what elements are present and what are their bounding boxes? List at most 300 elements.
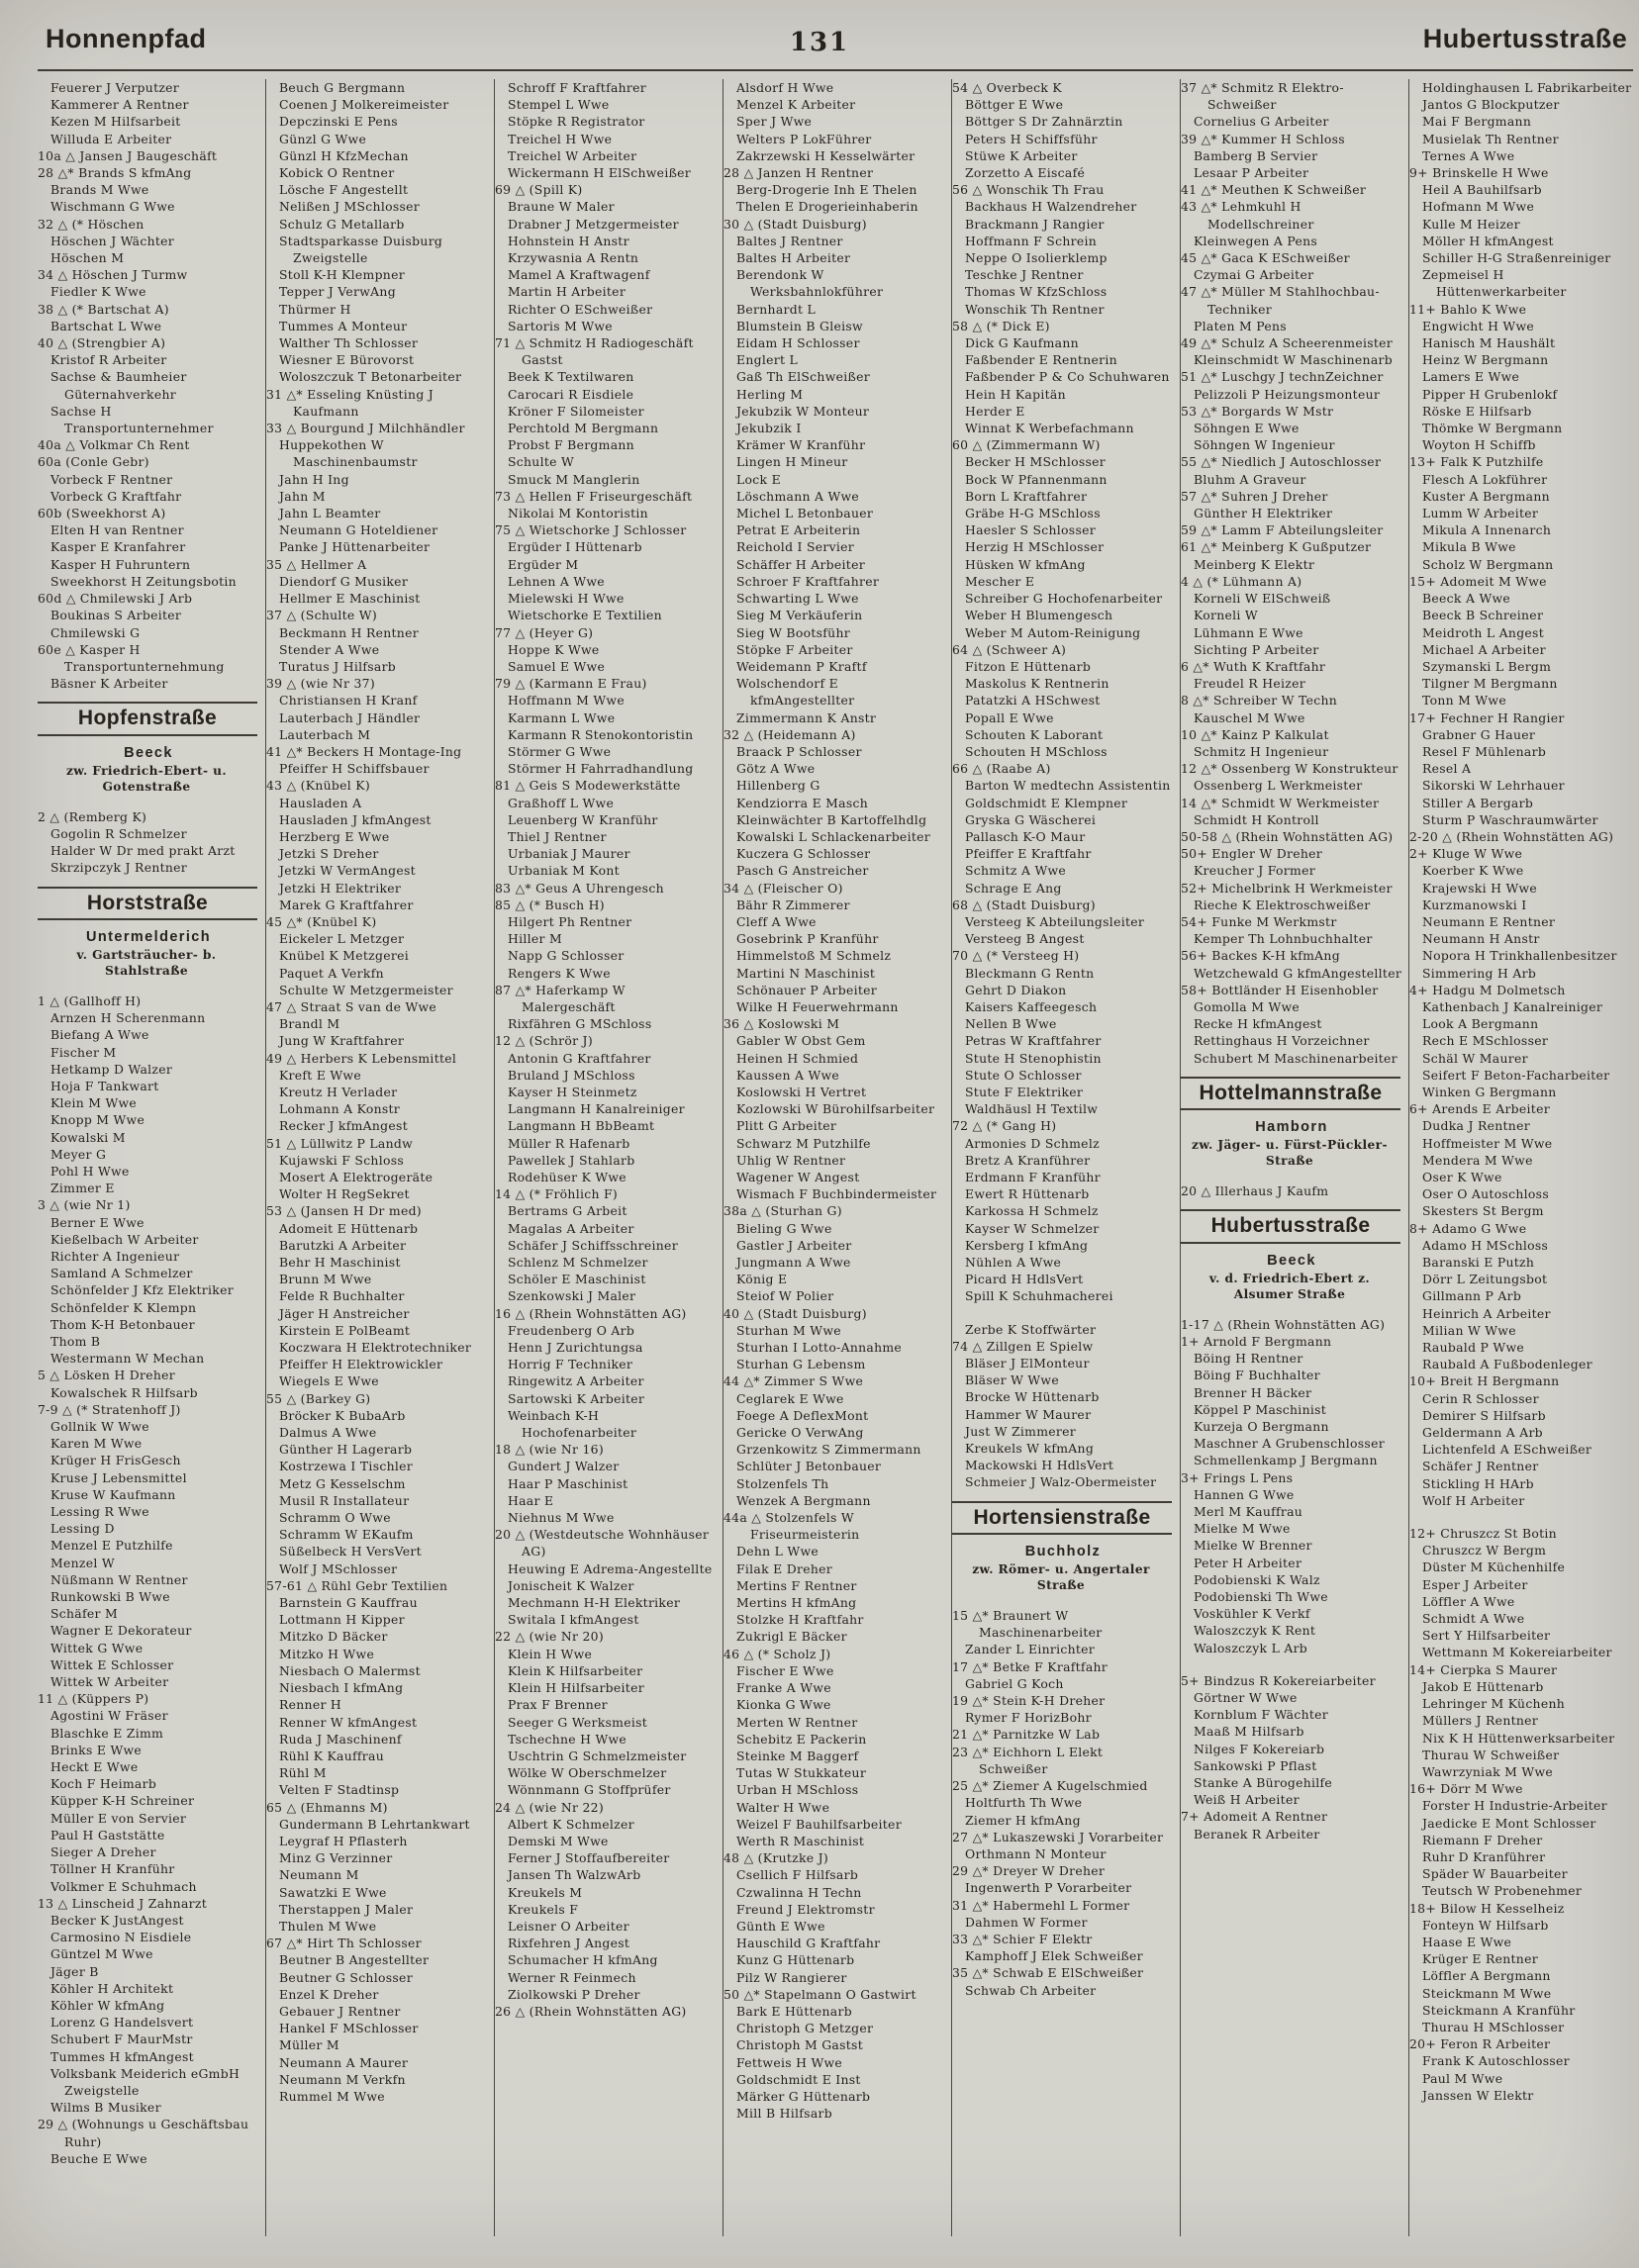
directory-entry: 29 △* Dreyer W Dreher: [952, 1863, 1106, 1879]
directory-entry: 33 △ Bourgund J Milchhändler: [266, 421, 465, 436]
district-location: zw. Jäger- u. Fürst-Pückler-Straße: [1192, 1138, 1388, 1169]
directory-entry: Stiller A Bergarb: [1422, 795, 1534, 810]
directory-entry: 50 △* Stapelmann O Gastwirt: [723, 1986, 916, 2002]
directory-entry: Schroer F Kraftfahrer: [736, 573, 880, 589]
directory-entry: Rech E MSchlosser: [1422, 1033, 1549, 1049]
directory-entry: Brinks E Wwe: [50, 1742, 143, 1757]
directory-entry: Krüger H FrisGesch: [50, 1453, 181, 1468]
directory-entry: Stolzke H Kraftfahr: [736, 1612, 864, 1628]
directory-entry: Kirstein E PolBeamt: [279, 1322, 411, 1338]
directory-entry: Hetkamp D Walzer: [50, 1061, 173, 1077]
directory-entry: Jäger B: [50, 1963, 99, 1979]
directory-entry: Kasper H Fuhruntern: [50, 556, 191, 572]
directory-entry: 16+ Dörr M Wwe: [1409, 1781, 1523, 1797]
directory-entry: Born L Kraftfahrer: [965, 488, 1088, 504]
directory-entry: Menzel K Arbeiter: [736, 97, 856, 113]
directory-entry: Zerbe K Stoffwärter: [965, 1321, 1097, 1337]
directory-entry: Kreutz H Verlader: [279, 1084, 398, 1099]
directory-entry: Bamberg B Servier: [1194, 147, 1318, 163]
directory-entry: Mescher E: [965, 573, 1035, 589]
directory-entry: 3 △ (wie Nr 1): [38, 1197, 131, 1213]
directory-entry: Haar P Maschinist: [508, 1475, 628, 1491]
directory-entry: 1+ Arnold F Bergmann: [1181, 1334, 1332, 1349]
directory-entry: Huppekothen W Maschinenbaumstr: [279, 437, 418, 470]
directory-entry: Karmann R Stenokontoristin: [508, 726, 694, 742]
directory-entry: Schwarz M Putzhilfe: [736, 1135, 871, 1151]
directory-entry: Fischer E Wwe: [736, 1662, 834, 1678]
directory-entry: Lichtenfeld A ESchweißer: [1422, 1442, 1592, 1458]
directory-entry: Bähr R Zimmerer: [736, 897, 850, 912]
directory-entry: Böing F Buchhalter: [1194, 1368, 1320, 1383]
directory-entry: 22 △ (wie Nr 20): [495, 1629, 604, 1645]
directory-entry: 19 △* Stein K-H Dreher: [952, 1693, 1106, 1709]
directory-entry: 17 △* Betke F Kraftfahr: [952, 1658, 1109, 1674]
directory-entry: Sieg W Bootsführ: [736, 624, 850, 640]
directory-entry: Gastler J Arbeiter: [736, 1237, 852, 1253]
directory-entry: 8 △* Schreiber W Techn: [1181, 693, 1338, 709]
directory-entry: Zukrigl E Bäcker: [736, 1629, 847, 1645]
header-rule: [38, 69, 1633, 71]
directory-entry: 57 △* Suhren J Dreher: [1181, 488, 1328, 504]
directory-entry: Faßbender P & Co Schuhwaren: [965, 369, 1170, 385]
directory-entry: 60b (Sweekhorst A): [38, 506, 166, 521]
directory-entry: Kreukels M: [508, 1884, 583, 1900]
running-header-right: Hubertusstraße: [1422, 24, 1628, 53]
directory-entry: Reichold I Servier: [736, 539, 855, 555]
directory-entry: Pipper H Grubenlokf: [1422, 386, 1558, 402]
directory-entry: Schreiber G Hochofenarbeiter: [965, 591, 1163, 607]
directory-entry: Kozlowski W Bürohilfsarbeiter: [736, 1101, 935, 1117]
directory-entry: Forster H Industrie-Arbeiter: [1422, 1798, 1607, 1814]
directory-entry: Wiesner E Bürovorst: [279, 352, 415, 368]
directory-entry: Meidroth L Angest: [1422, 624, 1544, 640]
directory-entry: Kurzmanowski I: [1422, 897, 1527, 912]
directory-entry: 28 △* Brands S kfmAng: [38, 165, 192, 181]
directory-entry: Gehrt D Diakon: [965, 982, 1067, 997]
directory-entry: Pfeiffer H Elektrowickler: [279, 1357, 443, 1372]
directory-entry: Franke A Wwe: [736, 1680, 831, 1696]
directory-entry: Ceglarek E Wwe: [736, 1390, 844, 1406]
directory-entry: Brunn M Wwe: [279, 1272, 372, 1287]
directory-entry: Wonschik Th Rentner: [965, 301, 1105, 317]
directory-entry: Rymer F HorizBohr: [965, 1710, 1092, 1726]
district-location: v. d. Friedrich-Ebert z. Alsumer Straße: [1208, 1271, 1371, 1301]
directory-entry: Ziemer H kfmAng: [965, 1812, 1081, 1828]
directory-entry: 65 △ (Ehmanns M): [266, 1799, 388, 1815]
directory-entry: 26 △ (Rhein Wohnstätten AG): [495, 2003, 687, 2019]
directory-entry: Düster M Küchenhilfe: [1422, 1559, 1566, 1575]
directory-entry: Söhngen E Wwe: [1194, 421, 1300, 436]
directory-entry: 47 △* Müller M Stahlhochbau-Techniker: [1181, 284, 1380, 317]
directory-entry: 51 △* Luschgy J technZeichner: [1181, 369, 1384, 385]
directory-entry: Neumann H Anstr: [1422, 931, 1540, 947]
column-1: [38, 79, 266, 2236]
directory-entry: Depczinski E Pens: [279, 114, 398, 130]
directory-entry: Ringewitz A Arbeiter: [508, 1373, 644, 1389]
directory-entry: Stadtsparkasse Duisburg Zweigstelle: [279, 233, 443, 266]
directory-entry: Küpper K-H Schreiner: [50, 1793, 195, 1809]
directory-entry: Oser K Wwe: [1422, 1170, 1502, 1184]
directory-entry: Mechmann H-H Elektriker: [508, 1595, 681, 1611]
directory-entry: Hein H Kapitän: [965, 386, 1066, 402]
directory-entry: 39 △ (wie Nr 37): [266, 676, 375, 692]
directory-entry: Haase E Wwe: [1422, 1934, 1512, 1949]
directory-entry: Krämer W Kranführ: [736, 437, 866, 453]
directory-entry: Fitzon E Hüttenarb: [965, 658, 1092, 674]
directory-entry: Pawellek J Stahlarb: [508, 1152, 635, 1168]
directory-entry: Weber H Blumengesch: [965, 608, 1113, 623]
directory-entry: Beutner G Schlosser: [279, 1969, 413, 1985]
directory-entry: Urbaniak M Kont: [508, 863, 620, 879]
directory-entry: Hillenberg G: [736, 778, 820, 794]
directory-entry: Meinberg K Elektr: [1194, 556, 1315, 572]
directory-entry: Grabner G Hauer: [1422, 726, 1536, 742]
directory-entry: Szenkowski J Maler: [508, 1288, 636, 1304]
directory-entry: Wettmann M Kokereiarbeiter: [1422, 1645, 1612, 1660]
running-header-left: Honnenpfad: [46, 24, 207, 53]
directory-entry: Recke H kfmAngest: [1194, 1016, 1322, 1032]
directory-entry: Nikolai M Kontoristin: [508, 506, 648, 521]
directory-entry: Lehnen A Wwe: [508, 573, 605, 589]
directory-entry: 2 △ (Remberg K): [38, 808, 147, 824]
directory-entry: 40 △ (Stadt Duisburg): [723, 1305, 867, 1321]
directory-entry: Ziolkowski P Dreher: [508, 1986, 640, 2002]
directory-entry: 68 △ (Stadt Duisburg): [952, 897, 1096, 912]
directory-entry: Wölke W Oberschmelzer: [508, 1765, 667, 1781]
directory-entry: Beutner B Angestellter: [279, 1952, 430, 1968]
directory-entry: 27 △* Lukaszewski J Vorarbeiter: [952, 1829, 1164, 1844]
directory-entry: 74 △ Zillgen E Spielw: [952, 1338, 1094, 1354]
directory-entry: Kendziorra E Masch: [736, 795, 869, 810]
directory-entry: Urban H MSchloss: [736, 1782, 859, 1798]
directory-entry: Schäfer M: [50, 1606, 118, 1622]
directory-entry: Maaß M Hilfsarb: [1194, 1724, 1304, 1740]
directory-entry: Recker J kfmAngest: [279, 1118, 408, 1134]
directory-entry: Klein M Wwe: [50, 1095, 138, 1111]
directory-entry: Christoph M Gastst: [736, 2037, 863, 2053]
column-2: [266, 79, 495, 2236]
directory-entry: Weizel F Bauhilfsarbeiter: [736, 1816, 902, 1832]
directory-entry: 87 △* Haferkamp W Malergeschäft: [495, 982, 626, 1014]
directory-entry: Cleff A Wwe: [736, 913, 817, 929]
directory-entry: Enzel K Dreher: [279, 1986, 379, 2002]
directory-entry: Brocke W Hüttenarb: [965, 1389, 1100, 1405]
directory-entry: 9+ Brinskelle H Wwe: [1409, 165, 1549, 181]
directory-entry: Schwarting L Wwe: [736, 591, 859, 607]
directory-entry: Baltes H Arbeiter: [736, 250, 851, 266]
directory-entry: Wittek E Schlosser: [50, 1656, 174, 1672]
directory-entry: Beeck A Wwe: [1422, 591, 1511, 607]
directory-entry: Seeger G Werksmeist: [508, 1714, 648, 1730]
directory-entry: Popall E Wwe: [965, 709, 1054, 725]
directory-entry: 53 △ (Jansen H Dr med): [266, 1203, 422, 1219]
directory-entry: 7+ Adomeit A Rentner: [1181, 1809, 1328, 1825]
directory-entry: 35 △ Hellmer A: [266, 556, 367, 572]
directory-entry: Jonischeit K Walzer: [508, 1577, 634, 1593]
directory-entry: 8+ Adamo G Wwe: [1409, 1220, 1527, 1236]
directory-entry: Heckt E Wwe: [50, 1759, 139, 1775]
directory-entry: Günther H Elektriker: [1194, 506, 1333, 521]
directory-entry: Sawatzki E Wwe: [279, 1884, 387, 1900]
directory-entry: Stickling H HArb: [1422, 1475, 1534, 1491]
directory-entry: Martini N Maschinist: [736, 965, 876, 981]
directory-entry: Bruland J MSchloss: [508, 1067, 635, 1083]
directory-entry: Stute H Stenophistin: [965, 1050, 1102, 1066]
directory-entry: Ossenberg L Werkmeister: [1194, 778, 1363, 794]
directory-entry: Bleckmann G Rentn: [965, 965, 1095, 981]
directory-entry: 60e △ Kasper H Transportunternehmung: [38, 641, 225, 674]
directory-entry: Christiansen H Kranf: [279, 693, 418, 709]
directory-entry: 29 △ (Wohnungs u Geschäftsbau Ruhr): [38, 2117, 249, 2149]
directory-entry: Herzig H MSchlosser: [965, 539, 1105, 555]
directory-entry: Demski M Wwe: [508, 1833, 609, 1848]
directory-entry: Kreukels W kfmAng: [965, 1441, 1095, 1457]
directory-entry: Störmer G Wwe: [508, 743, 612, 759]
directory-entry: Sieg M Verkäuferin: [736, 608, 863, 623]
directory-entry: Gericke O VerwAng: [736, 1425, 864, 1441]
directory-entry: Pasch G Anstreicher: [736, 863, 869, 879]
directory-entry: Eidam H Schlosser: [736, 335, 860, 351]
directory-entry: Jansen Th WalzwArb: [508, 1867, 641, 1883]
directory-entry: Fonteyn W Hilfsarb: [1422, 1917, 1549, 1933]
directory-entry: Kleinwächter B Kartoffelhdlg: [736, 811, 927, 827]
directory-entry: 54+ Funke M Werkmstr: [1181, 913, 1337, 929]
directory-entry: Wenzek A Bergmann: [736, 1492, 871, 1508]
directory-entry: Zepmeisel H Hüttenwerkarbeiter: [1422, 267, 1567, 300]
directory-entry: 14 △ (* Fröhlich F): [495, 1186, 619, 1202]
district-location: zw. Römer- u. Angertaler Straße: [972, 1562, 1150, 1593]
directory-entry: Rettinghaus H Vorzeichner: [1194, 1033, 1370, 1049]
directory-entry: Feuerer J Verputzer: [50, 80, 180, 95]
directory-entry: 15+ Adomeit M Wwe: [1409, 573, 1547, 589]
directory-entry: Neumann A Maurer: [279, 2054, 409, 2070]
directory-entry: Karmann L Wwe: [508, 709, 616, 725]
directory-entry: Götz A Wwe: [736, 761, 816, 777]
directory-entry: Westermann W Mechan: [50, 1351, 205, 1367]
directory-entry: Jekubzik W Monteur: [736, 403, 870, 419]
directory-entry: Lauterbach M: [279, 726, 371, 742]
directory-entry: Wittek W Arbeiter: [50, 1674, 169, 1690]
directory-entry: Woyton H Schiffb: [1422, 437, 1536, 453]
directory-entry: Gaß Th ElSchweißer: [736, 369, 870, 385]
directory-entry: Schlüter J Betonbauer: [736, 1459, 882, 1474]
directory-entry: Mendera M Wwe: [1422, 1152, 1533, 1168]
directory-entry: Teschke J Rentner: [965, 267, 1084, 283]
directory-entry: Schiller H-G Straßenreiniger: [1422, 250, 1611, 266]
directory-entry: Stöpke R Registrator: [508, 114, 645, 130]
directory-entry: 3+ Frings L Pens: [1181, 1469, 1294, 1485]
directory-entry: 55 △ (Barkey G): [266, 1390, 371, 1406]
directory-entry: Rieche K Elektroschweißer: [1194, 897, 1371, 912]
directory-entry: 66 △ (Raabe A): [952, 761, 1051, 777]
directory-entry: 18 △ (wie Nr 16): [495, 1442, 604, 1458]
directory-entry: Turatus J Hilfsarb: [279, 658, 397, 674]
directory-entry: Hammer W Maurer: [965, 1406, 1092, 1422]
directory-entry: Henn J Zurichtungsa: [508, 1340, 643, 1356]
directory-entry: 20 △ (Westdeutsche Wohnhäuser AG): [495, 1527, 710, 1559]
directory-entry: Schäl W Maurer: [1422, 1050, 1528, 1066]
directory-entry: Bläser W Wwe: [965, 1372, 1059, 1388]
directory-entry: Armonies D Schmelz: [965, 1135, 1100, 1151]
directory-entry: Sartoris M Wwe: [508, 318, 613, 333]
directory-entry: Horrig F Techniker: [508, 1357, 633, 1372]
directory-entry: Sichting P Arbeiter: [1194, 641, 1319, 657]
directory-entry: Korneli W ElSchweiß: [1194, 591, 1331, 607]
directory-entry: Martin H Arbeiter: [508, 284, 627, 300]
directory-entry: Himmelstoß M Schmelz: [736, 948, 892, 964]
directory-entry: 50-58 △ (Rhein Wohnstätten AG): [1181, 828, 1394, 844]
directory-entry: Niesbach I kfmAng: [279, 1680, 404, 1696]
directory-entry: Lottmann H Kipper: [279, 1612, 405, 1628]
directory-entry: Heil A Bauhilfsarb: [1422, 182, 1542, 198]
directory-entry: Kießelbach W Arbeiter: [50, 1231, 199, 1247]
directory-entry: Hannen G Wwe: [1194, 1486, 1295, 1502]
directory-entry: Patatzki A HSchwest: [965, 693, 1101, 709]
directory-entry: Mertins F Rentner: [736, 1577, 857, 1593]
directory-entry: 12 △ (Schrör J): [495, 1033, 593, 1049]
directory-entry: Herling M: [736, 386, 804, 402]
directory-entry: Petras W Kraftfahrer: [965, 1033, 1102, 1049]
directory-entry: Herder E: [965, 403, 1025, 419]
directory-entry: Köppel P Maschinist: [1194, 1401, 1327, 1417]
directory-entry: 37 △ (Schulte W): [266, 608, 377, 623]
directory-entry: Ingenwerth P Vorarbeiter: [965, 1880, 1132, 1896]
directory-entry: Freudel R Heizer: [1194, 676, 1305, 692]
directory-entry: Jahn M: [279, 488, 326, 504]
directory-entry: Steickmann A Kranführ: [1422, 2002, 1576, 2018]
directory-entry: Seifert F Beton-Facharbeiter: [1422, 1067, 1610, 1083]
directory-entry: Lehringer M Küchenh: [1422, 1696, 1566, 1712]
directory-entry: Schönfelder J Kfz Elektriker: [50, 1282, 234, 1298]
directory-entry: Bröcker K BubaArb: [279, 1407, 406, 1423]
directory-entry: Beeck B Schreiner: [1422, 608, 1544, 623]
directory-columns: [38, 79, 1638, 2236]
directory-entry: 28 △ Janzen H Rentner: [723, 165, 874, 181]
directory-entry: 70 △ (* Versteeg H): [952, 948, 1080, 964]
directory-entry: Lamers E Wwe: [1422, 369, 1520, 385]
directory-entry: Niesbach O Malermst: [279, 1662, 421, 1678]
directory-entry: Schmellenkamp J Bergmann: [1194, 1453, 1378, 1468]
directory-entry: Paquet A Verkfn: [279, 965, 384, 981]
directory-entry: 79 △ (Karmann E Frau): [495, 676, 647, 692]
directory-entry: Beckmann H Rentner: [279, 624, 419, 640]
directory-entry: Schouten K Laborant: [965, 726, 1104, 742]
directory-entry: Steinke M Baggerf: [736, 1748, 859, 1763]
directory-entry: Görtner W Wwe: [1194, 1690, 1298, 1706]
directory-entry: Rummel M Wwe: [279, 2088, 385, 2104]
directory-entry: 67 △* Hirt Th Schlosser: [266, 1936, 422, 1951]
directory-entry: Rengers K Wwe: [508, 965, 611, 981]
directory-entry: Schroff F Kraftfahrer: [508, 80, 647, 95]
directory-entry: Gundermann B Lehrtankwart: [279, 1816, 470, 1832]
directory-entry: Müller E von Servier: [50, 1810, 187, 1826]
directory-entry: Mill B Hilfsarb: [736, 2106, 832, 2122]
directory-entry: 5+ Bindzus R Kokereiarbeiter: [1181, 1672, 1376, 1688]
directory-entry: Gundert J Walzer: [508, 1459, 620, 1474]
directory-entry: Wickermann H ElSchweißer: [508, 165, 692, 181]
directory-entry: Hiller M: [508, 931, 562, 947]
directory-entry: Plitt G Arbeiter: [736, 1118, 837, 1134]
directory-entry: Löffler A Bergmann: [1422, 1968, 1551, 1984]
directory-entry: Fischer M: [50, 1044, 117, 1060]
directory-entry: Schlenz M Schmelzer: [508, 1255, 648, 1271]
directory-entry: 20 △ Illerhaus J Kaufm: [1181, 1183, 1329, 1199]
directory-entry: Elten H van Rentner: [50, 522, 184, 538]
directory-entry: 60a (Conle Gebr): [38, 454, 149, 470]
directory-entry: Gosebrink P Kranführ: [736, 931, 879, 947]
directory-entry: 38 △ (* Bartschat A): [38, 301, 169, 317]
directory-entry: Mielke W Brenner: [1194, 1538, 1312, 1554]
directory-entry: 15 △* Braunert W Maschinenarbeiter: [952, 1608, 1103, 1641]
directory-entry: Kurzeja O Bergmann: [1194, 1419, 1329, 1435]
directory-entry: Lorenz G Handelsvert: [50, 2015, 194, 2031]
directory-entry: Heuwing E Adrema-Angestellte: [508, 1560, 713, 1576]
directory-entry: 81 △ Geis S Modewerkstätte: [495, 778, 681, 794]
directory-entry: Maskolus K Rentnerin: [965, 676, 1109, 692]
directory-entry: Eickeler L Metzger: [279, 931, 405, 947]
directory-entry: Steiof W Polier: [736, 1288, 834, 1304]
directory-entry: Mertins H kfmAng: [736, 1595, 857, 1611]
directory-entry: 18+ Bilow H Kesselheiz: [1409, 1900, 1565, 1916]
district-location: v. Gartsträucher- b. Stahlstraße: [76, 947, 217, 978]
directory-entry: Kuster A Bergmann: [1422, 488, 1550, 504]
directory-entry: Coenen J Molkereimeister: [279, 97, 449, 113]
directory-entry: Hoja F Tankwart: [50, 1078, 159, 1093]
directory-entry: Höschen M: [50, 250, 125, 266]
directory-entry: Dörr L Zeitungsbot: [1422, 1272, 1548, 1287]
directory-entry: 73 △ Hellen F Friseurgeschäft: [495, 488, 693, 504]
directory-entry: Pallasch K-O Maur: [965, 828, 1086, 844]
directory-entry: Güntzel M Wwe: [50, 1946, 153, 1962]
directory-entry: Blumstein B Gleisw: [736, 318, 863, 333]
directory-entry: Janssen W Elektr: [1422, 2087, 1534, 2103]
directory-entry: Hohnstein H Anstr: [508, 233, 629, 248]
directory-entry: Thom B: [50, 1334, 101, 1349]
directory-entry: Ternes A Wwe: [1422, 147, 1515, 163]
directory-entry: 24 △ (wie Nr 22): [495, 1799, 604, 1815]
directory-entry: Braack P Schlosser: [736, 743, 862, 759]
directory-entry: Steickmann M Wwe: [1422, 1985, 1552, 2001]
directory-entry: Versteeg K Abteilungsleiter: [965, 913, 1145, 929]
directory-entry: 50+ Engler W Dreher: [1181, 846, 1323, 862]
directory-entry: Orthmann N Monteur: [965, 1845, 1107, 1861]
directory-entry: Picard H HdlsVert: [965, 1272, 1084, 1287]
directory-entry: Paul M Wwe: [1422, 2070, 1503, 2086]
directory-entry: Haar E: [508, 1492, 554, 1508]
directory-entry: Zander L Einrichter: [965, 1642, 1095, 1657]
directory-entry: Beranek R Arbeiter: [1194, 1826, 1320, 1842]
directory-entry: Bretz A Kranführer: [965, 1152, 1091, 1168]
directory-entry: Böttger E Wwe: [965, 97, 1064, 113]
directory-entry: Petrat E Arbeiterin: [736, 522, 861, 538]
directory-entry: Look A Bergmann: [1422, 1016, 1539, 1032]
directory-entry: Sturm P Waschraumwärter: [1422, 811, 1598, 827]
directory-entry: 57-61 △ Rühl Gebr Textilien: [266, 1577, 448, 1593]
directory-entry: Hoffmann F Schrein: [965, 233, 1098, 248]
directory-entry: Neppe O Isolierklemp: [965, 250, 1108, 266]
directory-entry: Rixfehren J Angest: [508, 1936, 630, 1951]
directory-entry: Backhaus H Walzendreher: [965, 199, 1137, 215]
directory-entry: Leisner O Arbeiter: [508, 1918, 629, 1934]
directory-entry: Langmann H BbBeamt: [508, 1118, 655, 1134]
directory-entry: 34 △ (Fleischer O): [723, 880, 843, 896]
directory-entry: Jung W Kraftfahrer: [279, 1033, 405, 1049]
directory-entry: 71 △ Schmitz H Radiogeschäft Gastst: [495, 335, 694, 368]
directory-entry: 36 △ Koslowski M: [723, 1016, 840, 1032]
directory-entry: Werner R Feinmech: [508, 1969, 636, 1985]
directory-entry: Ruhr D Kranführer: [1422, 1848, 1546, 1864]
directory-entry: Mikula B Wwe: [1422, 539, 1516, 555]
